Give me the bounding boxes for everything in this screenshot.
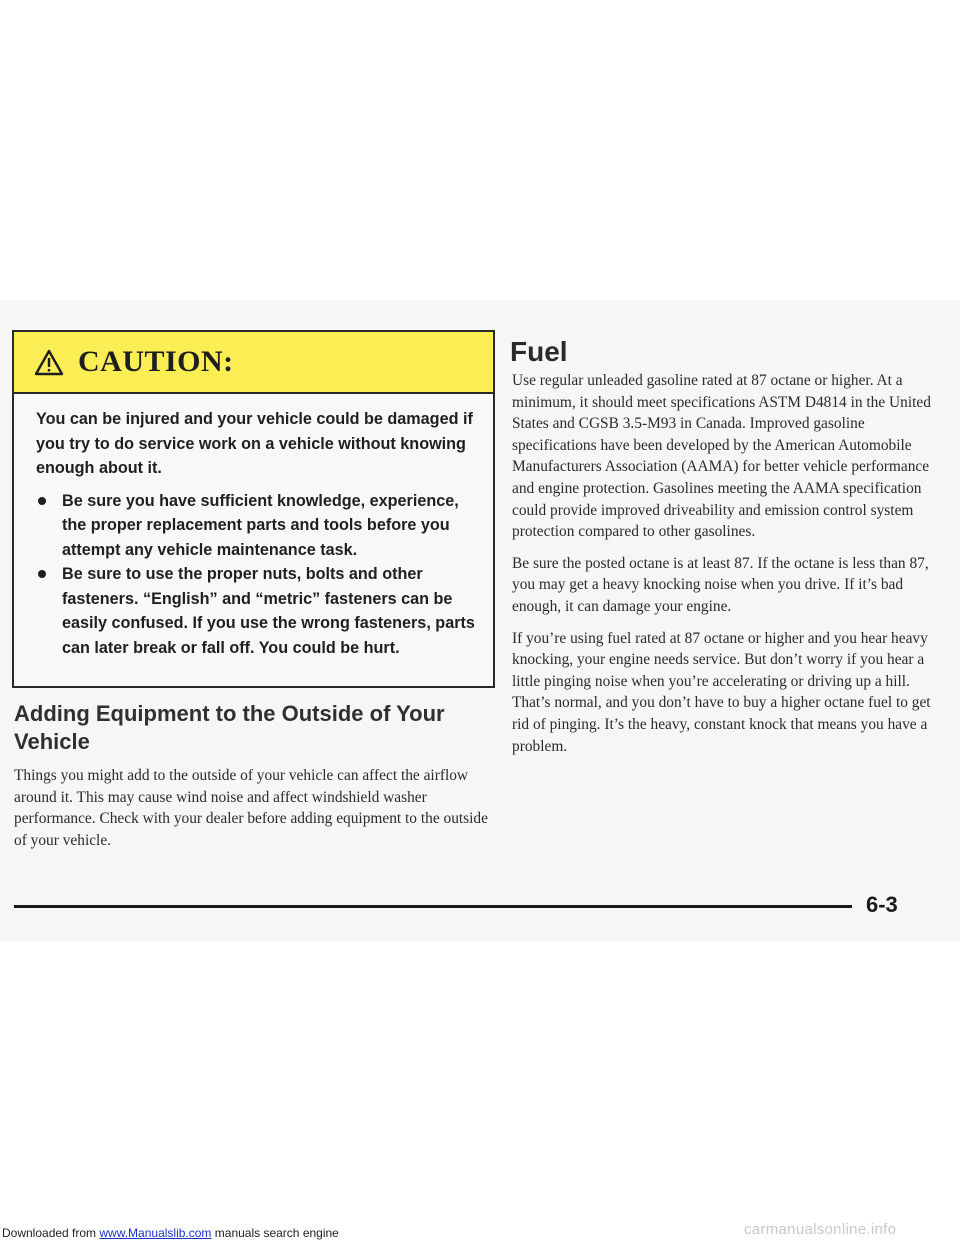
fuel-paragraph: Be sure the posted octane is at least 87. If the octane is less than 87, you may get a heavy knocking noise when you drive. If it’s bad enough, it can damage your engine.	[512, 554, 929, 615]
adding-equipment-heading: Adding Equipment to the Outside of Your Vehicle	[14, 701, 445, 754]
caution-bullet-item	[36, 562, 479, 660]
fuel-section	[512, 370, 944, 767]
fuel-paragraph: If you’re using fuel rated at 87 octane or higher and you hear heavy knocking, your engine needs service. But don’t worry if you hear a little pinging noise when you’re accelerating or driving up a hill. That’s normal, and you don’t have to buy a higher octane fuel to get rid of pinging. It’s the heavy, constant knock that means you have a problem.	[512, 629, 931, 755]
warning-triangle-icon	[34, 349, 64, 376]
fuel-paragraph: Use regular unleaded gasoline rated at 87 octane or higher. At a minimum, it should meet specifications ASTM D4814 in the United States and CGSB 3.5-M93 in Canada. Improved gasoline specifications have been developed by the American Automobile Manufacturers Association (AAMA) for better vehicle performance and engine protection. Gasolines meeting the AAMA specification could provide improved driveability and emission control system protection compared to other gasolines.	[512, 372, 931, 541]
caution-box	[12, 330, 495, 688]
fuel-heading: Fuel	[510, 336, 568, 367]
bullet-icon	[38, 497, 46, 505]
download-suffix: manuals search engine	[211, 1226, 339, 1240]
caution-bullet-item	[36, 489, 479, 563]
footer-rule	[14, 905, 852, 908]
caution-header	[14, 332, 493, 394]
bullet-icon	[38, 570, 46, 578]
caution-bullet-list	[36, 489, 479, 661]
download-banner	[2, 1226, 339, 1240]
manualslib-link[interactable]: www.Manualslib.com	[99, 1226, 212, 1240]
caution-title: CAUTION:	[78, 345, 234, 378]
adding-equipment-paragraph: Things you might add to the outside of your vehicle can affect the airflow around it. This may cause wind noise and affect windshield washer performance. Check with your dealer before adding equipment to the outside of your vehicle.	[14, 767, 488, 849]
page-number: 6-3	[866, 892, 898, 917]
caution-intro: You can be injured and your vehicle could be damaged if you try to do service work on a vehicle without knowing enough about it.	[36, 410, 473, 477]
caution-body	[14, 394, 493, 660]
caution-bullet-text: Be sure to use the proper nuts, bolts and other fasteners. “English” and “metric” fasteners can be easily confused. If you use the wrong fasteners, parts can later break or fall off. You could be hurt.	[62, 565, 475, 657]
watermark: carmanualsonline.info	[744, 1221, 897, 1238]
download-prefix: Downloaded from	[2, 1226, 100, 1240]
caution-bullet-text: Be sure you have sufficient knowledge, experience, the proper replacement parts and tools before you attempt any vehicle maintenance task.	[62, 491, 459, 559]
